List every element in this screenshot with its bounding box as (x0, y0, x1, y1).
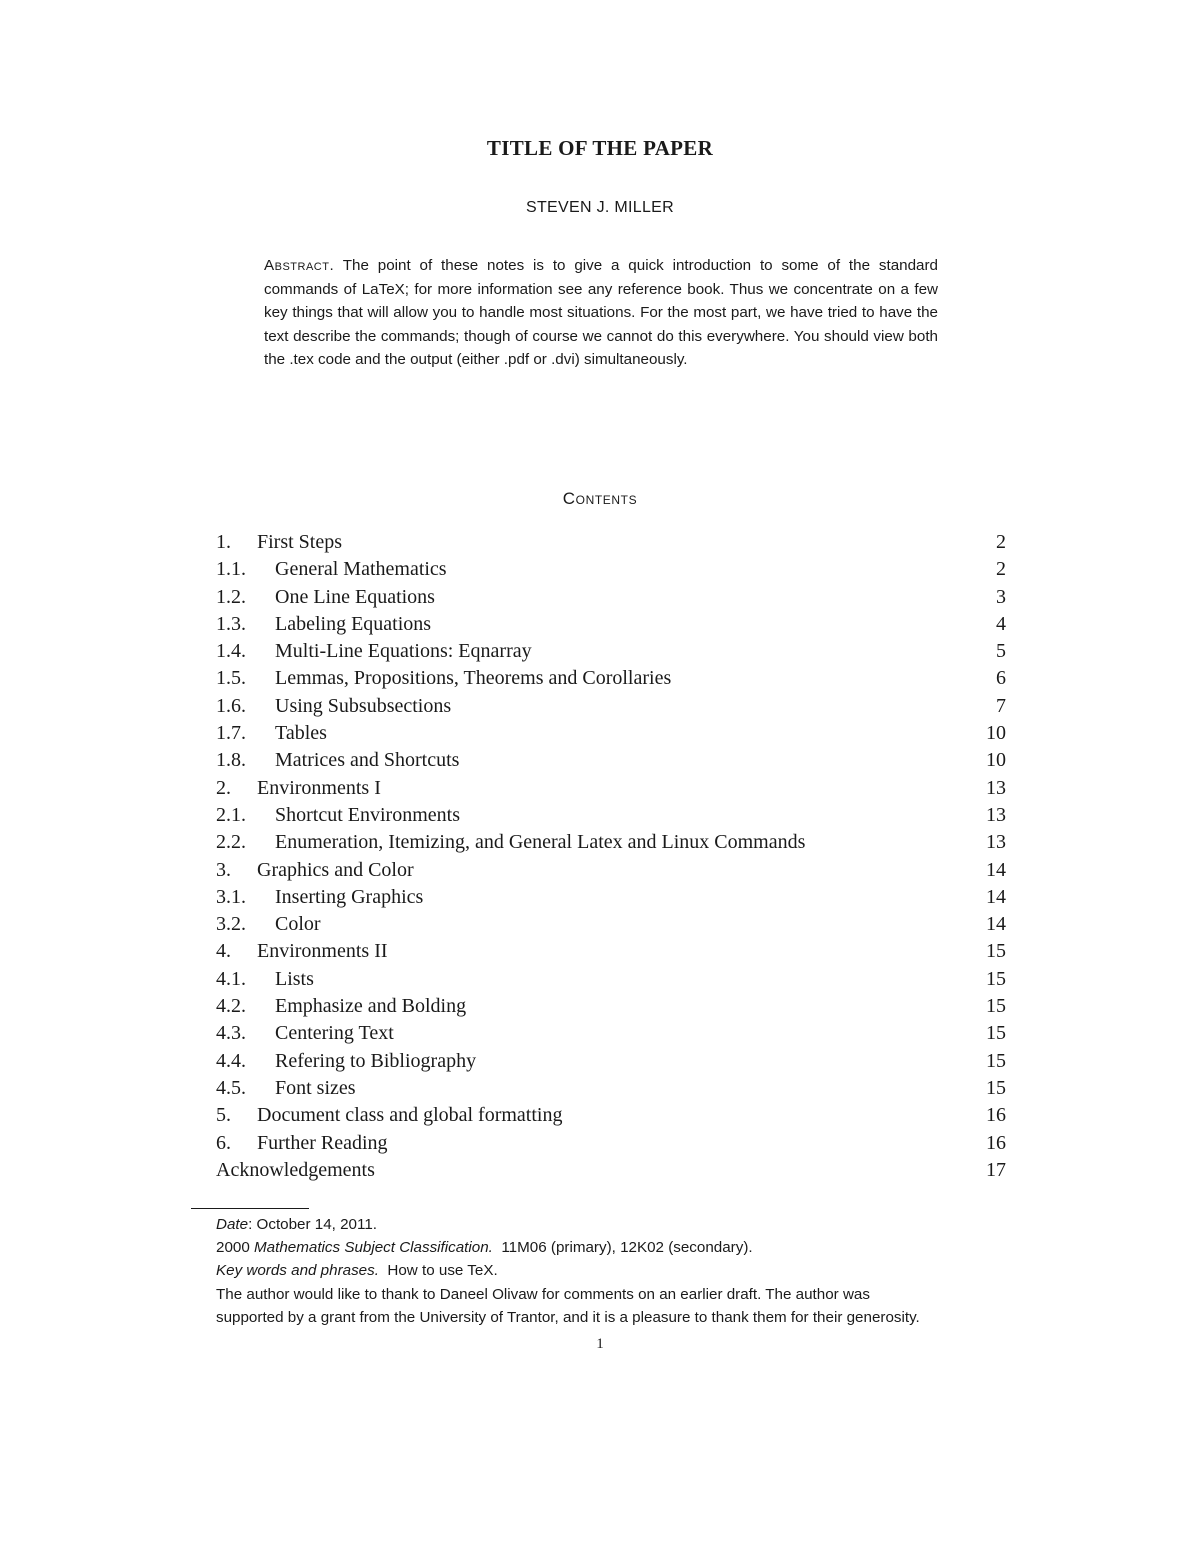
toc-entry-page: 6 (996, 667, 1006, 690)
toc-entry-title: Refering to Bibliography (275, 1049, 477, 1072)
toc-entry[interactable] (216, 611, 1006, 638)
toc-entry[interactable] (216, 1075, 1006, 1102)
toc-entry-title: Lists (275, 967, 314, 990)
toc-entry-title: Shortcut Environments (275, 803, 460, 826)
toc-entry-page: 14 (986, 913, 1006, 936)
toc-entry-number: 1.5. (216, 667, 246, 690)
toc-entry-page: 13 (986, 776, 1006, 799)
toc-entry-title: Color (275, 913, 321, 936)
contents-heading: Contents (562, 489, 638, 508)
toc-entry[interactable] (216, 638, 1006, 665)
toc-entry-title: Acknowledgements (216, 1158, 375, 1181)
toc-entry-number: 1.6. (216, 694, 246, 717)
toc-entry-number: 2. (216, 776, 231, 799)
toc-entry-number: 1. (216, 531, 231, 553)
toc-entry-page: 15 (986, 1022, 1006, 1045)
footnote-msc-year: 2000 (216, 1239, 255, 1257)
toc-entry-number: 4.3. (216, 1022, 246, 1045)
abstract-text: The point of these notes is to give a quick introduction to some of the standard commands of LaTeX; for more information see any reference book. Thus we concentrate on a few key things that will allow you to handle most situations. For the most part, we have tried to have the text describe the commands; though of course we cannot do this everywhere. You should view both the .tex code and the output (either .pdf or .dvi) simultaneously. (264, 257, 938, 369)
toc-entry-number: 2.2. (216, 831, 246, 854)
toc-entry-title: Using Subsubsections (275, 694, 452, 717)
toc-entry[interactable] (216, 829, 1006, 856)
toc-entry-number: 1.1. (216, 558, 246, 581)
toc-entry[interactable] (216, 529, 1006, 556)
toc-entry[interactable] (216, 556, 1006, 583)
toc-entry-number: 6. (216, 1131, 231, 1154)
toc-entry-number: 1.8. (216, 749, 246, 772)
footnotes (191, 1213, 1007, 1329)
toc-entry[interactable] (216, 857, 1006, 884)
toc-entry[interactable] (216, 1048, 1006, 1075)
toc-entry-page: 15 (986, 1049, 1006, 1072)
abstract-label: Abstract. (264, 257, 335, 274)
toc-entry[interactable] (216, 802, 1006, 829)
toc-entry-title: Font sizes (275, 1076, 356, 1099)
toc-entry-number: 2.1. (216, 803, 246, 826)
toc-entry[interactable] (216, 993, 1006, 1020)
toc-entry-title: Enumeration, Itemizing, and General Latex and Linux Commands (275, 831, 806, 854)
toc-entry-title: General Mathematics (275, 558, 447, 581)
toc-entry[interactable] (216, 1130, 1006, 1157)
toc-entry-page: 14 (986, 885, 1006, 908)
footnote-date-value: : October 14, 2011. (248, 1216, 377, 1233)
toc-entry-page: 13 (986, 831, 1006, 854)
abstract (264, 254, 938, 372)
toc-entry-page: 17 (986, 1158, 1006, 1181)
toc-entry[interactable] (216, 693, 1006, 720)
toc-entry-title: Lemmas, Propositions, Theorems and Corollaries (275, 667, 672, 690)
toc-entry-title: Graphics and Color (257, 858, 414, 881)
toc-entry[interactable] (216, 1157, 1006, 1184)
toc-entry-number: 1.2. (216, 585, 246, 608)
toc-entry-number: 4. (216, 940, 231, 963)
toc-entry-title: Environments II (257, 940, 388, 963)
toc-entry[interactable] (216, 966, 1006, 993)
toc-entry-page: 10 (986, 749, 1006, 772)
toc-entry[interactable] (216, 775, 1006, 802)
footnote-date-label: Date (216, 1216, 249, 1233)
toc-entry-number: 3.1. (216, 885, 246, 908)
toc-entry[interactable] (216, 884, 1006, 911)
toc-entry-number: 3. (216, 858, 231, 881)
footnote-date (191, 1213, 1007, 1236)
footnote-msc-value: 11M06 (primary), 12K02 (secondary). (501, 1239, 753, 1257)
toc-entry-page: 15 (986, 967, 1006, 990)
author-name: STEVEN J. MILLER (526, 199, 674, 216)
footnote-thanks-line1: The author would like to thank to Daneel Olivaw for comments on an earlier draft. The author was (216, 1285, 870, 1303)
toc-entry-page: 7 (996, 694, 1006, 717)
toc-entry[interactable] (216, 938, 1006, 965)
footnote-rule (191, 1208, 309, 1209)
toc-entry-page: 15 (986, 995, 1006, 1018)
toc-entry-page: 4 (996, 612, 1006, 635)
toc-entry-number: 1.4. (216, 640, 246, 663)
footnote-msc-label: Mathematics Subject Classification. (254, 1239, 493, 1257)
toc-entry-page: 2 (996, 558, 1006, 581)
toc-entry-page: 16 (986, 1131, 1006, 1154)
toc-entry-title: Environments I (257, 776, 381, 799)
footnote-thanks-line2: supported by a grant from the University of Trantor, and it is a pleasure to thank them for their generosity. (216, 1308, 920, 1326)
toc-entry-title: Multi-Line Equations: Eqnarray (275, 640, 532, 663)
toc-entry[interactable] (216, 720, 1006, 747)
toc-entry-title: First Steps (257, 531, 343, 553)
toc-entry-page: 15 (986, 940, 1006, 963)
footnote-keywords-label: Key words and phrases. (216, 1262, 379, 1280)
toc-entry-page: 16 (986, 1104, 1006, 1127)
toc-entry-title: Centering Text (275, 1022, 394, 1045)
page-number: 1 (596, 1336, 604, 1352)
toc-entry-number: 4.4. (216, 1049, 246, 1072)
toc-entry-title: One Line Equations (275, 585, 435, 608)
toc-entry-number: 1.7. (216, 722, 246, 745)
toc-entry[interactable] (216, 665, 1006, 692)
footnote-msc (191, 1236, 1007, 1259)
paper-title: TITLE OF THE PAPER (486, 136, 714, 160)
toc-entry-title: Inserting Graphics (275, 885, 424, 908)
toc-entry-page: 2 (996, 531, 1006, 553)
toc-entry-number: 5. (216, 1104, 231, 1127)
toc-entry-page: 5 (996, 640, 1006, 663)
toc-entry-title: Document class and global formatting (257, 1104, 563, 1127)
toc-entry-title: Tables (275, 722, 327, 745)
footnote-keywords (191, 1259, 1007, 1282)
toc-entry-page: 10 (986, 722, 1006, 745)
footnote-keywords-value: How to use TeX. (387, 1262, 498, 1280)
toc-entry-title: Labeling Equations (275, 612, 432, 635)
toc-entry[interactable] (216, 1020, 1006, 1047)
toc-entry-number: 4.5. (216, 1076, 246, 1099)
footnote-thanks (191, 1283, 1007, 1329)
toc-entry-page: 13 (986, 803, 1006, 826)
toc-entry-page: 14 (986, 858, 1006, 881)
toc-entry-number: 4.1. (216, 967, 246, 990)
toc-entry-number: 3.2. (216, 913, 246, 936)
toc-entry-title: Matrices and Shortcuts (275, 749, 460, 772)
toc-entry[interactable] (216, 584, 1006, 611)
toc-entry-number: 4.2. (216, 995, 246, 1018)
toc-entry-page: 15 (986, 1076, 1006, 1099)
toc-entry-title: Emphasize and Bolding (275, 995, 467, 1018)
toc-entry-page: 3 (996, 585, 1006, 608)
toc-entry-title: Further Reading (257, 1131, 388, 1154)
toc-entry-number: 1.3. (216, 612, 246, 635)
toc-entry[interactable] (216, 1102, 1006, 1129)
toc-entry[interactable] (216, 747, 1006, 774)
table-of-contents (216, 529, 1006, 1184)
toc-entry[interactable] (216, 911, 1006, 938)
